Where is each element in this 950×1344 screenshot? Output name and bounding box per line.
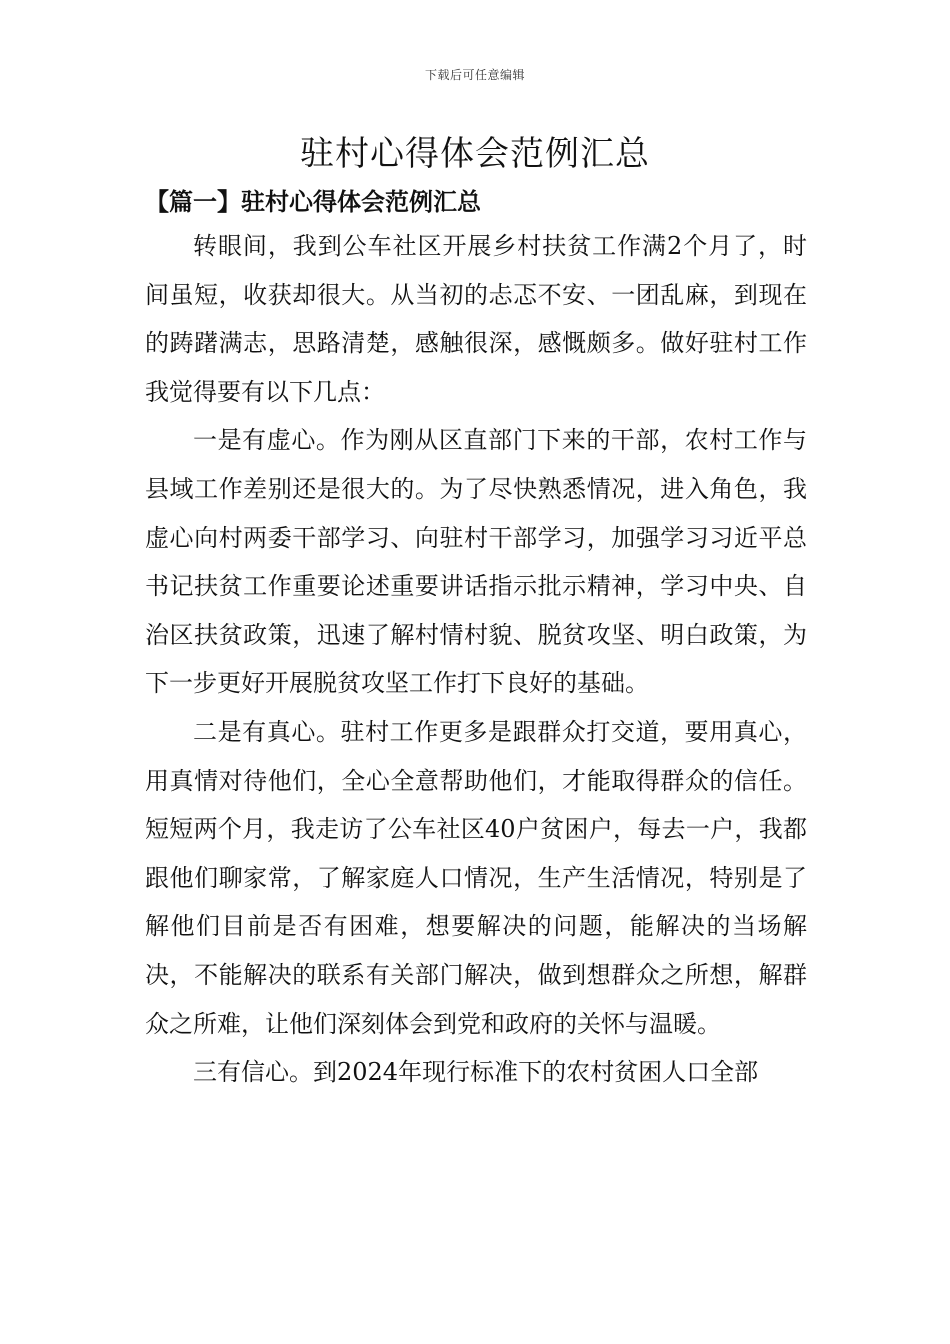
document-body (145, 222, 807, 1097)
section-heading: 【篇一】驻村心得体会范例汇总 (145, 187, 481, 216)
document-title: 驻村心得体会范例汇总 (300, 134, 650, 174)
paragraph-intro: 转眼间，我到公车社区开展乡村扶贫工作满2个月了，时间虽短，收获却很大。从当初的忐忑不安、一团乱麻，到现在的踌躇满志，思路清楚，感触很深，感慨颇多。做好驻村工作我觉得要有以下几点： (145, 232, 807, 406)
header-note: 下载后可任意编辑 (424, 68, 525, 82)
paragraph-confidence: 三有信心。到2024年现行标准下的农村贫困人口全部 (193, 1058, 759, 1087)
paragraph-humility: 一是有虚心。作为刚从区直部门下来的干部，农村工作与县域工作差别还是很大的。为了尽快熟悉情况，进入角色，我虚心向村两委干部学习、向驻村干部学习，加强学习习近平总书记扶贫工作重要论述重要讲话指示批示精神，学习中央、自治区扶贫政策，迅速了解村情村貌、脱贫攻坚、明白政策，为下一步更好开展脱贫攻坚工作打下良好的基础。 (145, 426, 807, 698)
paragraph-sincerity: 二是有真心。驻村工作更多是跟群众打交道，要用真心，用真情对待他们，全心全意帮助他们，才能取得群众的信任。短短两个月，我走访了公车社区40户贫困户，每去一户，我都跟他们聊家常，了解家庭人口情况，生产生活情况，特别是了解他们目前是否有困难，想要解决的问题，能解决的当场解决，不能解决的联系有关部门解决，做到想群众之所想，解群众之所难，让他们深刻体会到党和政府的关怀与温暖。 (145, 717, 807, 1038)
